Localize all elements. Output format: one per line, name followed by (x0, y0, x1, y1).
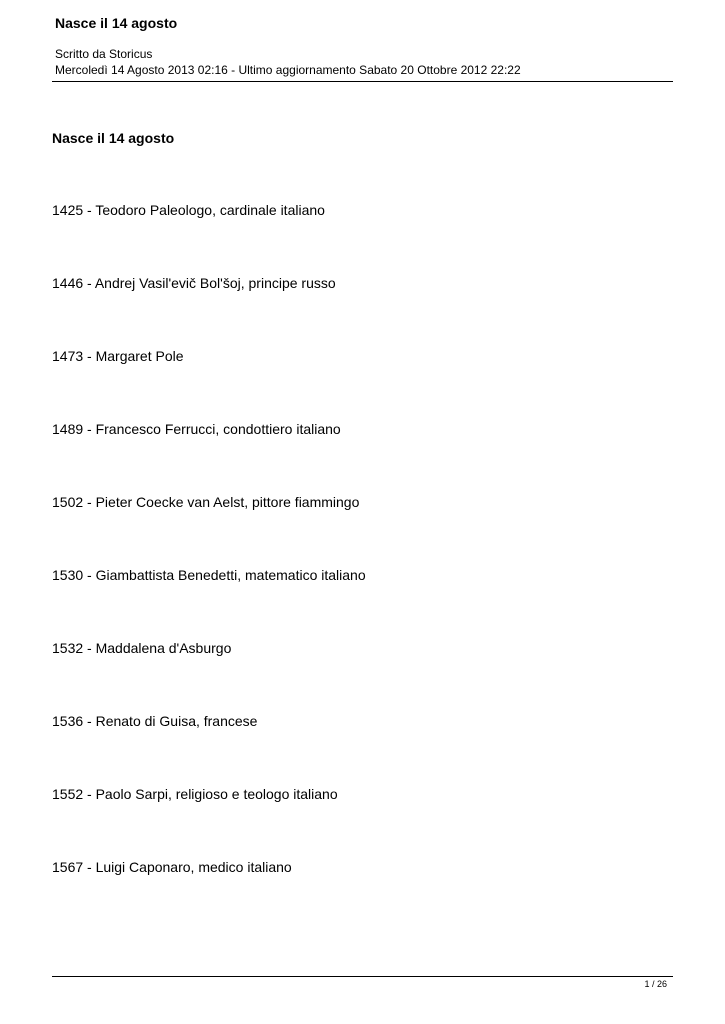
list-item: 1489 - Francesco Ferrucci, condottiero italiano (52, 421, 341, 437)
footer-divider (52, 976, 673, 977)
list-item: 1536 - Renato di Guisa, francese (52, 713, 258, 729)
birth-list (52, 202, 366, 932)
header-divider (52, 81, 673, 82)
document-dates: Mercoledì 14 Agosto 2013 02:16 - Ultimo aggiornamento Sabato 20 Ottobre 2012 22:22 (55, 63, 521, 77)
list-item: 1425 - Teodoro Paleologo, cardinale italiano (52, 202, 325, 218)
list-item: 1567 - Luigi Caponaro, medico italiano (52, 859, 292, 875)
list-item: 1446 - Andrej Vasil'evič Bol'šoj, principe russo (52, 275, 336, 291)
page-number: 1 / 26 (644, 979, 667, 989)
list-item: 1552 - Paolo Sarpi, religioso e teologo italiano (52, 786, 338, 802)
document-header-title: Nasce il 14 agosto (55, 15, 178, 31)
list-item: 1532 - Maddalena d'Asburgo (52, 640, 232, 656)
article-title: Nasce il 14 agosto (52, 130, 175, 146)
document-author: Scritto da Storicus (55, 47, 153, 61)
list-item: 1530 - Giambattista Benedetti, matematico italiano (52, 567, 366, 583)
list-item: 1473 - Margaret Pole (52, 348, 184, 364)
list-item: 1502 - Pieter Coecke van Aelst, pittore fiammingo (52, 494, 360, 510)
